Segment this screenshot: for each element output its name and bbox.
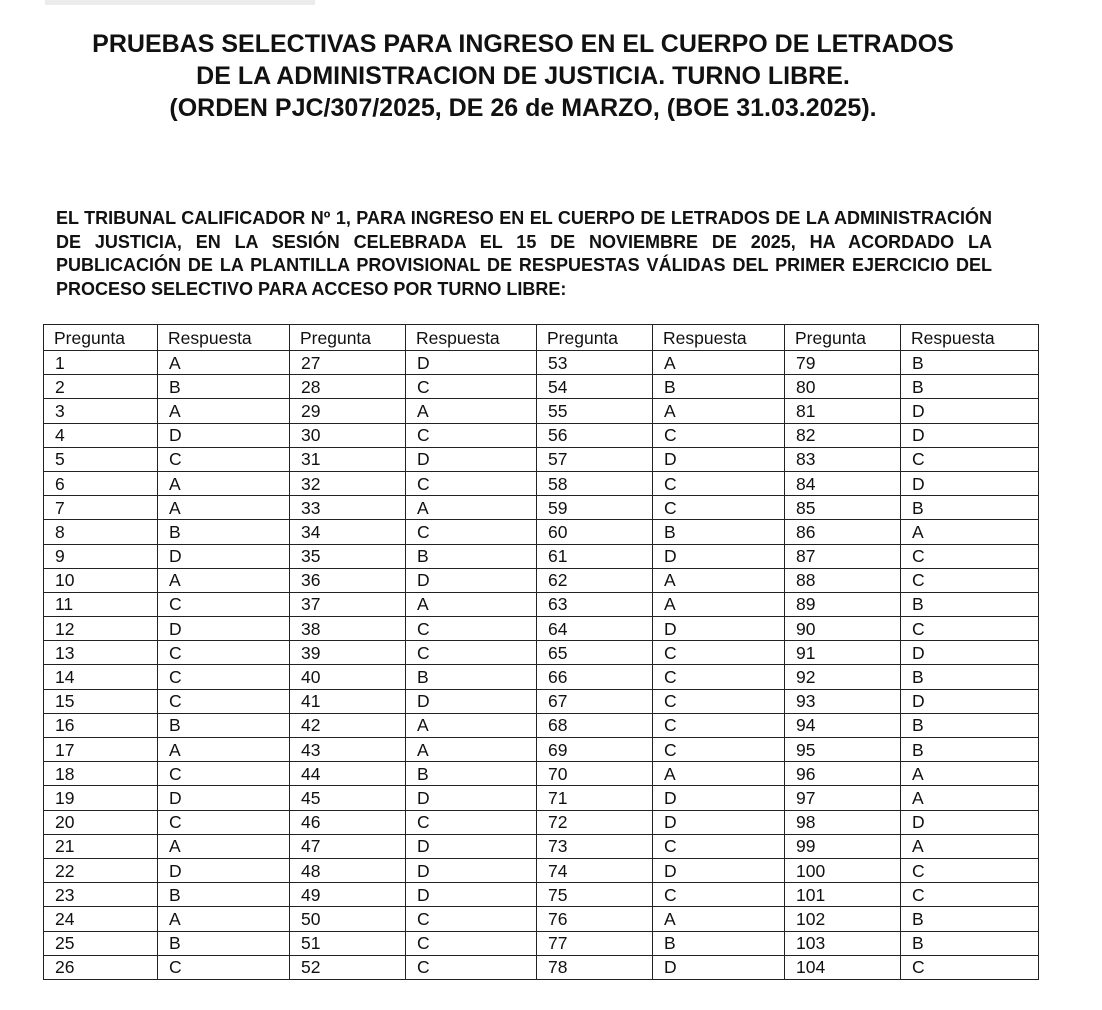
pregunta-cell: 83 bbox=[785, 447, 901, 471]
respuesta-cell: D bbox=[901, 641, 1039, 665]
header-respuesta-1: Respuesta bbox=[158, 325, 290, 351]
respuesta-cell: B bbox=[653, 520, 785, 544]
respuesta-cell: B bbox=[901, 496, 1039, 520]
respuesta-cell: B bbox=[901, 351, 1039, 375]
respuesta-cell: C bbox=[901, 568, 1039, 592]
respuesta-cell: A bbox=[653, 568, 785, 592]
respuesta-cell: C bbox=[158, 665, 290, 689]
pregunta-cell: 20 bbox=[44, 810, 158, 834]
pregunta-cell: 95 bbox=[785, 738, 901, 762]
pregunta-cell: 23 bbox=[44, 883, 158, 907]
pregunta-cell: 25 bbox=[44, 931, 158, 955]
pregunta-cell: 29 bbox=[290, 399, 406, 423]
pregunta-cell: 82 bbox=[785, 423, 901, 447]
respuesta-cell: C bbox=[158, 762, 290, 786]
table-row bbox=[44, 568, 1039, 592]
pregunta-cell: 77 bbox=[537, 931, 653, 955]
pregunta-cell: 96 bbox=[785, 762, 901, 786]
pregunta-cell: 78 bbox=[537, 955, 653, 979]
table-row bbox=[44, 907, 1039, 931]
respuesta-cell: C bbox=[158, 689, 290, 713]
table-row bbox=[44, 762, 1039, 786]
respuesta-cell: C bbox=[406, 955, 537, 979]
pregunta-cell: 63 bbox=[537, 592, 653, 616]
pregunta-cell: 38 bbox=[290, 617, 406, 641]
respuesta-cell: A bbox=[158, 399, 290, 423]
pregunta-cell: 33 bbox=[290, 496, 406, 520]
answer-key-header bbox=[44, 325, 1039, 351]
pregunta-cell: 32 bbox=[290, 471, 406, 495]
pregunta-cell: 43 bbox=[290, 738, 406, 762]
pregunta-cell: 90 bbox=[785, 617, 901, 641]
pregunta-cell: 103 bbox=[785, 931, 901, 955]
pregunta-cell: 58 bbox=[537, 471, 653, 495]
pregunta-cell: 85 bbox=[785, 496, 901, 520]
pregunta-cell: 68 bbox=[537, 713, 653, 737]
pregunta-cell: 26 bbox=[44, 955, 158, 979]
respuesta-cell: C bbox=[158, 810, 290, 834]
pregunta-cell: 88 bbox=[785, 568, 901, 592]
pregunta-cell: 79 bbox=[785, 351, 901, 375]
pregunta-cell: 2 bbox=[44, 375, 158, 399]
pregunta-cell: 71 bbox=[537, 786, 653, 810]
table-row bbox=[44, 471, 1039, 495]
pregunta-cell: 89 bbox=[785, 592, 901, 616]
respuesta-cell: B bbox=[406, 665, 537, 689]
respuesta-cell: A bbox=[901, 762, 1039, 786]
pregunta-cell: 41 bbox=[290, 689, 406, 713]
respuesta-cell: B bbox=[901, 738, 1039, 762]
pregunta-cell: 34 bbox=[290, 520, 406, 544]
respuesta-cell: D bbox=[406, 883, 537, 907]
respuesta-cell: C bbox=[406, 423, 537, 447]
respuesta-cell: C bbox=[406, 617, 537, 641]
pregunta-cell: 22 bbox=[44, 858, 158, 882]
respuesta-cell: C bbox=[653, 713, 785, 737]
pregunta-cell: 56 bbox=[537, 423, 653, 447]
table-row bbox=[44, 423, 1039, 447]
pregunta-cell: 64 bbox=[537, 617, 653, 641]
respuesta-cell: A bbox=[158, 738, 290, 762]
respuesta-cell: C bbox=[406, 810, 537, 834]
pregunta-cell: 3 bbox=[44, 399, 158, 423]
respuesta-cell: A bbox=[653, 351, 785, 375]
table-row bbox=[44, 641, 1039, 665]
respuesta-cell: D bbox=[406, 786, 537, 810]
table-row bbox=[44, 520, 1039, 544]
table-row bbox=[44, 689, 1039, 713]
pregunta-cell: 98 bbox=[785, 810, 901, 834]
table-row bbox=[44, 544, 1039, 568]
pregunta-cell: 4 bbox=[44, 423, 158, 447]
respuesta-cell: C bbox=[406, 931, 537, 955]
respuesta-cell: D bbox=[901, 423, 1039, 447]
respuesta-cell: D bbox=[406, 568, 537, 592]
table-row bbox=[44, 786, 1039, 810]
respuesta-cell: D bbox=[901, 810, 1039, 834]
pregunta-cell: 6 bbox=[44, 471, 158, 495]
pregunta-cell: 37 bbox=[290, 592, 406, 616]
pregunta-cell: 44 bbox=[290, 762, 406, 786]
respuesta-cell: C bbox=[653, 423, 785, 447]
pregunta-cell: 67 bbox=[537, 689, 653, 713]
pregunta-cell: 93 bbox=[785, 689, 901, 713]
pregunta-cell: 48 bbox=[290, 858, 406, 882]
respuesta-cell: A bbox=[158, 907, 290, 931]
respuesta-cell: A bbox=[653, 399, 785, 423]
pregunta-cell: 101 bbox=[785, 883, 901, 907]
pregunta-cell: 73 bbox=[537, 834, 653, 858]
table-row bbox=[44, 496, 1039, 520]
respuesta-cell: D bbox=[406, 834, 537, 858]
pregunta-cell: 92 bbox=[785, 665, 901, 689]
respuesta-cell: B bbox=[901, 907, 1039, 931]
respuesta-cell: D bbox=[653, 858, 785, 882]
pregunta-cell: 42 bbox=[290, 713, 406, 737]
respuesta-cell: C bbox=[901, 544, 1039, 568]
respuesta-cell: C bbox=[158, 592, 290, 616]
pregunta-cell: 72 bbox=[537, 810, 653, 834]
respuesta-cell: D bbox=[901, 399, 1039, 423]
respuesta-cell: C bbox=[406, 520, 537, 544]
respuesta-cell: A bbox=[158, 568, 290, 592]
table-row bbox=[44, 810, 1039, 834]
respuesta-cell: A bbox=[901, 834, 1039, 858]
respuesta-cell: C bbox=[158, 641, 290, 665]
table-row bbox=[44, 351, 1039, 375]
respuesta-cell: B bbox=[158, 931, 290, 955]
pregunta-cell: 45 bbox=[290, 786, 406, 810]
pregunta-cell: 50 bbox=[290, 907, 406, 931]
respuesta-cell: D bbox=[158, 786, 290, 810]
respuesta-cell: D bbox=[406, 447, 537, 471]
pregunta-cell: 66 bbox=[537, 665, 653, 689]
pregunta-cell: 53 bbox=[537, 351, 653, 375]
respuesta-cell: C bbox=[406, 641, 537, 665]
respuesta-cell: D bbox=[653, 786, 785, 810]
respuesta-cell: D bbox=[653, 810, 785, 834]
pregunta-cell: 35 bbox=[290, 544, 406, 568]
respuesta-cell: C bbox=[406, 907, 537, 931]
pregunta-cell: 94 bbox=[785, 713, 901, 737]
pregunta-cell: 21 bbox=[44, 834, 158, 858]
pregunta-cell: 40 bbox=[290, 665, 406, 689]
respuesta-cell: D bbox=[406, 351, 537, 375]
respuesta-cell: C bbox=[653, 471, 785, 495]
respuesta-cell: A bbox=[406, 738, 537, 762]
respuesta-cell: C bbox=[406, 471, 537, 495]
table-row bbox=[44, 931, 1039, 955]
respuesta-cell: C bbox=[653, 689, 785, 713]
pregunta-cell: 59 bbox=[537, 496, 653, 520]
respuesta-cell: D bbox=[406, 858, 537, 882]
respuesta-cell: D bbox=[653, 955, 785, 979]
pregunta-cell: 10 bbox=[44, 568, 158, 592]
pregunta-cell: 1 bbox=[44, 351, 158, 375]
pregunta-cell: 27 bbox=[290, 351, 406, 375]
respuesta-cell: B bbox=[901, 592, 1039, 616]
pregunta-cell: 11 bbox=[44, 592, 158, 616]
table-row bbox=[44, 399, 1039, 423]
pregunta-cell: 62 bbox=[537, 568, 653, 592]
respuesta-cell: C bbox=[901, 858, 1039, 882]
pregunta-cell: 61 bbox=[537, 544, 653, 568]
intro-paragraph: EL TRIBUNAL CALIFICADOR Nº 1, PARA INGRESO EN EL CUERPO DE LETRADOS DE LA ADMINISTRACIÓN DE JUSTICIA, EN LA SESIÓN CELEBRADA EL 15 DE NOVIEMBRE DE 2025, HA ACORDADO LA PUBLICACIÓN DE LA PLANTILLA PROVISIONAL DE RESPUESTAS VÁLIDAS DEL PRIMER EJERCICIO DEL PROCESO SELECTIVO PARA ACCESO POR TURNO LIBRE: bbox=[56, 208, 992, 299]
pregunta-cell: 80 bbox=[785, 375, 901, 399]
pregunta-cell: 99 bbox=[785, 834, 901, 858]
header-pregunta-3: Pregunta bbox=[537, 325, 653, 351]
table-row bbox=[44, 738, 1039, 762]
respuesta-cell: D bbox=[158, 544, 290, 568]
pregunta-cell: 28 bbox=[290, 375, 406, 399]
page-title bbox=[0, 28, 1046, 124]
respuesta-cell: D bbox=[901, 471, 1039, 495]
title-line-1: PRUEBAS SELECTIVAS PARA INGRESO EN EL CUERPO DE LETRADOS bbox=[92, 30, 954, 58]
respuesta-cell: B bbox=[158, 883, 290, 907]
table-row bbox=[44, 665, 1039, 689]
respuesta-cell: C bbox=[901, 955, 1039, 979]
respuesta-cell: C bbox=[653, 834, 785, 858]
respuesta-cell: B bbox=[901, 665, 1039, 689]
respuesta-cell: C bbox=[901, 447, 1039, 471]
pregunta-cell: 84 bbox=[785, 471, 901, 495]
table-row bbox=[44, 592, 1039, 616]
pregunta-cell: 30 bbox=[290, 423, 406, 447]
pregunta-cell: 14 bbox=[44, 665, 158, 689]
pregunta-cell: 57 bbox=[537, 447, 653, 471]
respuesta-cell: B bbox=[406, 544, 537, 568]
respuesta-cell: A bbox=[901, 786, 1039, 810]
respuesta-cell: C bbox=[901, 617, 1039, 641]
pregunta-cell: 46 bbox=[290, 810, 406, 834]
respuesta-cell: C bbox=[901, 883, 1039, 907]
respuesta-cell: B bbox=[158, 713, 290, 737]
pregunta-cell: 47 bbox=[290, 834, 406, 858]
respuesta-cell: A bbox=[158, 496, 290, 520]
respuesta-cell: D bbox=[158, 617, 290, 641]
pregunta-cell: 18 bbox=[44, 762, 158, 786]
respuesta-cell: A bbox=[653, 762, 785, 786]
table-row bbox=[44, 447, 1039, 471]
respuesta-cell: C bbox=[653, 738, 785, 762]
pregunta-cell: 51 bbox=[290, 931, 406, 955]
respuesta-cell: C bbox=[653, 665, 785, 689]
pregunta-cell: 69 bbox=[537, 738, 653, 762]
respuesta-cell: A bbox=[406, 496, 537, 520]
respuesta-cell: D bbox=[158, 858, 290, 882]
header-pregunta-4: Pregunta bbox=[785, 325, 901, 351]
pregunta-cell: 49 bbox=[290, 883, 406, 907]
pregunta-cell: 104 bbox=[785, 955, 901, 979]
pregunta-cell: 81 bbox=[785, 399, 901, 423]
respuesta-cell: D bbox=[901, 689, 1039, 713]
respuesta-cell: C bbox=[653, 883, 785, 907]
respuesta-cell: A bbox=[158, 471, 290, 495]
pregunta-cell: 86 bbox=[785, 520, 901, 544]
table-row bbox=[44, 834, 1039, 858]
respuesta-cell: D bbox=[653, 447, 785, 471]
pregunta-cell: 17 bbox=[44, 738, 158, 762]
respuesta-cell: C bbox=[158, 955, 290, 979]
respuesta-cell: B bbox=[901, 713, 1039, 737]
pregunta-cell: 74 bbox=[537, 858, 653, 882]
header-respuesta-3: Respuesta bbox=[653, 325, 785, 351]
pregunta-cell: 60 bbox=[537, 520, 653, 544]
pregunta-cell: 7 bbox=[44, 496, 158, 520]
respuesta-cell: C bbox=[406, 375, 537, 399]
pregunta-cell: 16 bbox=[44, 713, 158, 737]
table-row bbox=[44, 883, 1039, 907]
respuesta-cell: B bbox=[901, 375, 1039, 399]
table-row bbox=[44, 858, 1039, 882]
respuesta-cell: B bbox=[158, 520, 290, 544]
table-row bbox=[44, 713, 1039, 737]
respuesta-cell: C bbox=[653, 496, 785, 520]
respuesta-cell: C bbox=[653, 641, 785, 665]
pregunta-cell: 55 bbox=[537, 399, 653, 423]
respuesta-cell: A bbox=[901, 520, 1039, 544]
pregunta-cell: 52 bbox=[290, 955, 406, 979]
header-pregunta-1: Pregunta bbox=[44, 325, 158, 351]
respuesta-cell: A bbox=[406, 713, 537, 737]
pregunta-cell: 39 bbox=[290, 641, 406, 665]
pregunta-cell: 15 bbox=[44, 689, 158, 713]
pregunta-cell: 9 bbox=[44, 544, 158, 568]
respuesta-cell: C bbox=[158, 447, 290, 471]
table-row bbox=[44, 955, 1039, 979]
pregunta-cell: 75 bbox=[537, 883, 653, 907]
respuesta-cell: A bbox=[158, 351, 290, 375]
pregunta-cell: 31 bbox=[290, 447, 406, 471]
respuesta-cell: D bbox=[653, 544, 785, 568]
header-row bbox=[44, 325, 1039, 351]
respuesta-cell: B bbox=[406, 762, 537, 786]
header-respuesta-4: Respuesta bbox=[901, 325, 1039, 351]
pregunta-cell: 12 bbox=[44, 617, 158, 641]
pregunta-cell: 76 bbox=[537, 907, 653, 931]
pregunta-cell: 24 bbox=[44, 907, 158, 931]
respuesta-cell: A bbox=[406, 399, 537, 423]
pregunta-cell: 87 bbox=[785, 544, 901, 568]
pregunta-cell: 36 bbox=[290, 568, 406, 592]
respuesta-cell: B bbox=[901, 931, 1039, 955]
respuesta-cell: B bbox=[653, 375, 785, 399]
title-line-3: (ORDEN PJC/307/2025, DE 26 de MARZO, (BOE 31.03.2025). bbox=[169, 94, 877, 122]
respuesta-cell: B bbox=[158, 375, 290, 399]
pregunta-cell: 19 bbox=[44, 786, 158, 810]
answer-key-body bbox=[44, 351, 1039, 980]
pregunta-cell: 70 bbox=[537, 762, 653, 786]
pregunta-cell: 100 bbox=[785, 858, 901, 882]
header-respuesta-2: Respuesta bbox=[406, 325, 537, 351]
pregunta-cell: 102 bbox=[785, 907, 901, 931]
pregunta-cell: 91 bbox=[785, 641, 901, 665]
pregunta-cell: 13 bbox=[44, 641, 158, 665]
respuesta-cell: D bbox=[158, 423, 290, 447]
pregunta-cell: 5 bbox=[44, 447, 158, 471]
pregunta-cell: 54 bbox=[537, 375, 653, 399]
table-row bbox=[44, 375, 1039, 399]
header-pregunta-2: Pregunta bbox=[290, 325, 406, 351]
respuesta-cell: A bbox=[653, 592, 785, 616]
respuesta-cell: D bbox=[406, 689, 537, 713]
title-line-2: DE LA ADMINISTRACION DE JUSTICIA. TURNO LIBRE. bbox=[196, 62, 850, 90]
respuesta-cell: D bbox=[653, 617, 785, 641]
respuesta-cell: A bbox=[158, 834, 290, 858]
pregunta-cell: 97 bbox=[785, 786, 901, 810]
pregunta-cell: 8 bbox=[44, 520, 158, 544]
respuesta-cell: A bbox=[406, 592, 537, 616]
table-row bbox=[44, 617, 1039, 641]
respuesta-cell: A bbox=[653, 907, 785, 931]
answer-key-table bbox=[43, 324, 1039, 980]
scan-edge-shadow bbox=[45, 0, 315, 5]
pregunta-cell: 65 bbox=[537, 641, 653, 665]
respuesta-cell: B bbox=[653, 931, 785, 955]
